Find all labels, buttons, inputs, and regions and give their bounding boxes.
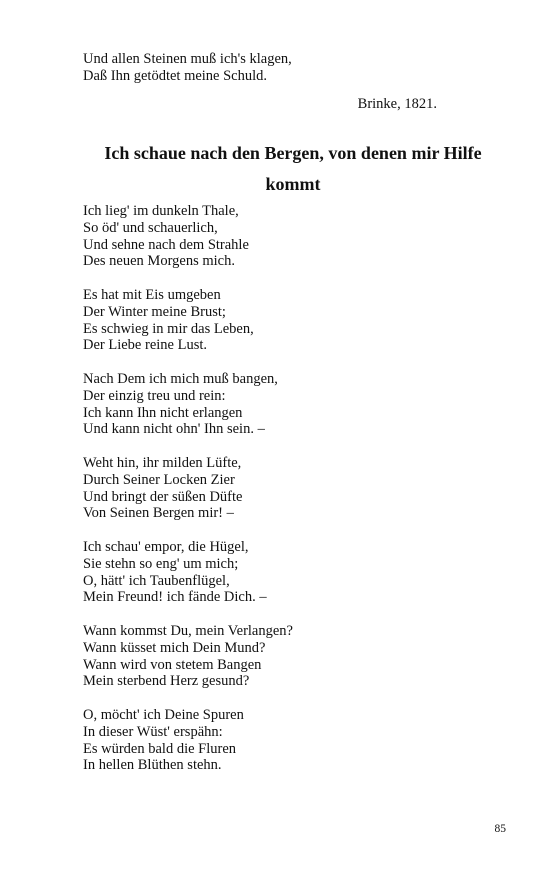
verse-line: Mein sterbend Herz gesund? (83, 673, 250, 690)
verse-line: Daß Ihn getödtet meine Schuld. (83, 67, 268, 84)
verse-line: Ich lieg' im dunkeln Thale, (83, 203, 239, 219)
poem-signature: Brinke, 1821. (357, 96, 437, 112)
verse-line: Und sehne nach dem Strahle (83, 236, 249, 253)
verse-line: O, hätt' ich Taubenflügel, (83, 572, 230, 589)
verse-line: Es würden bald die Fluren (83, 740, 237, 757)
verse-line: O, möcht' ich Deine Spuren (83, 707, 244, 723)
stanza-2 (83, 287, 503, 354)
verse-line: In dieser Wüst' erspähn: (83, 723, 223, 740)
verse-line: Sie stehn so eng' um mich; (83, 555, 239, 572)
page-number: 85 (494, 823, 506, 835)
stanza-4 (83, 455, 503, 522)
verse-line: Ich schau' empor, die Hügel, (83, 539, 249, 555)
verse-line: Weht hin, ihr milden Lüfte, (83, 455, 242, 471)
verse-line: Des neuen Morgens mich. (83, 253, 235, 270)
verse-line: Mein Freund! ich fände Dich. – (83, 589, 267, 606)
verse-line: Und bringt der süßen Düfte (83, 488, 243, 505)
verse-line: In hellen Blüthen stehn. (83, 757, 222, 774)
stanza-6 (83, 623, 503, 690)
verse-line: Der einzig treu und rein: (83, 387, 226, 404)
stanza-7 (83, 707, 503, 774)
verse-line: Es hat mit Eis umgeben (83, 287, 221, 303)
verse-line: Und allen Steinen muß ich's klagen, (83, 51, 292, 67)
verse-line: Nach Dem ich mich muß bangen, (83, 371, 278, 387)
verse-line: Ich kann Ihn nicht erlangen (83, 404, 243, 421)
verse-line: Wann kommst Du, mein Verlangen? (83, 623, 293, 639)
verse-line: So öd' und schauerlich, (83, 219, 218, 236)
stanza-1 (83, 203, 503, 270)
verse-line: Der Winter meine Brust; (83, 303, 226, 320)
stanza-3 (83, 371, 503, 438)
verse-line: Und kann nicht ohn' Ihn sein. – (83, 421, 265, 438)
verse-line: Der Liebe reine Lust. (83, 337, 208, 354)
verse-line: Wann küsset mich Dein Mund? (83, 639, 266, 656)
verse-line: Durch Seiner Locken Zier (83, 471, 235, 488)
verse-line: Von Seinen Bergen mir! – (83, 505, 234, 522)
previous-poem-ending (83, 51, 503, 85)
stanza-5 (83, 539, 503, 606)
verse-line: Es schwieg in mir das Leben, (83, 320, 254, 337)
poem-title: Ich schaue nach den Bergen, von denen mir Hilfe kommt (104, 143, 482, 194)
verse-line: Wann wird von stetem Bangen (83, 656, 262, 673)
